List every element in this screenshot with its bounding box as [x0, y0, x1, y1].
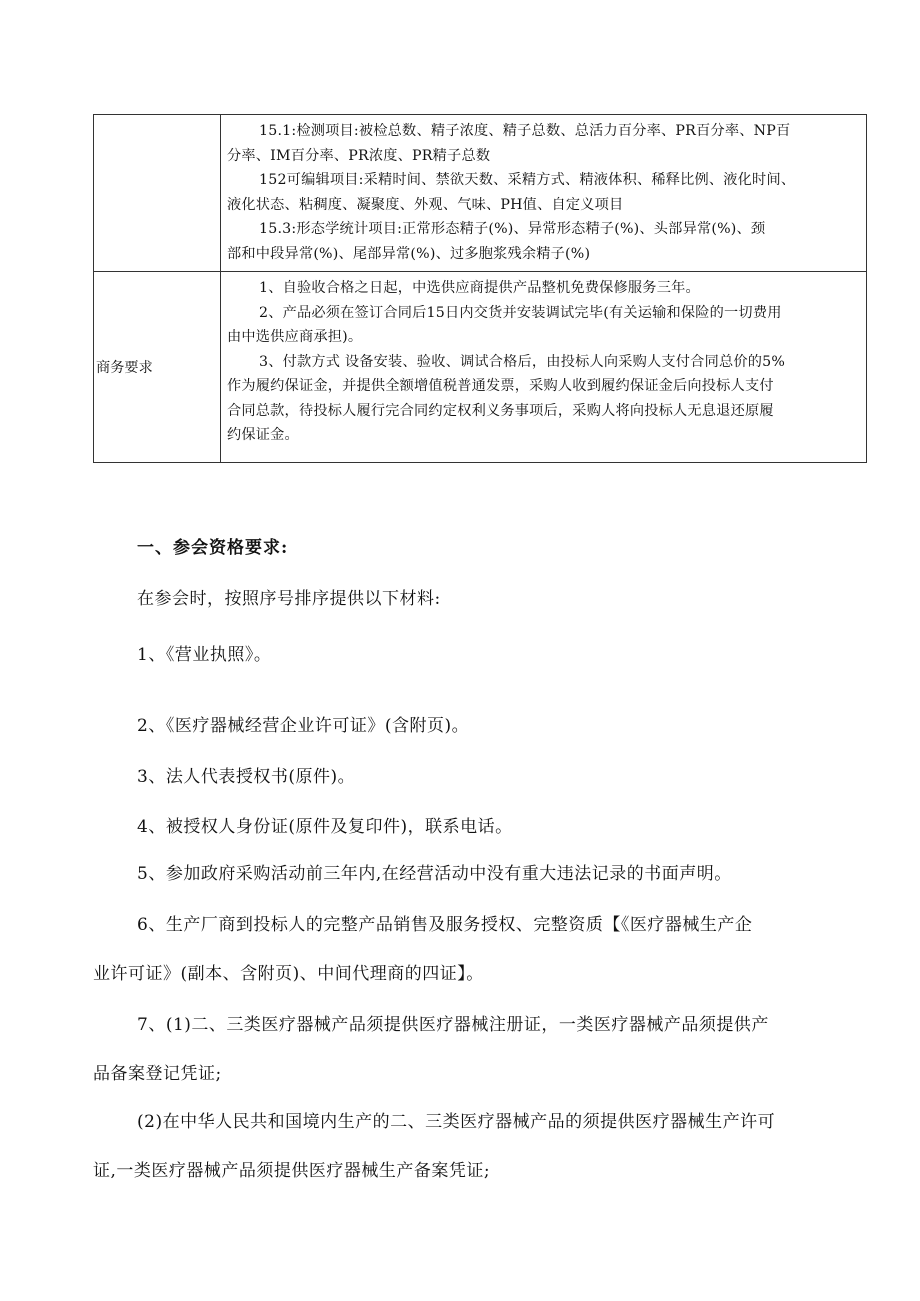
- payment-line: 3、付款方式 设备安装、验收、调试合格后，由投标人向采购人支付合同总价的5%: [259, 353, 786, 370]
- list-item: 4、被授权人身份证(原件及复印件)，联系电话。: [137, 817, 513, 837]
- payment-line: 约保证金。: [227, 427, 299, 443]
- list-item: 7、(1)二、三类医疗器械产品须提供医疗器械注册证，一类医疗器械产品须提供产: [137, 1015, 769, 1035]
- morphology-items-line: 部和中段异常(%)、尾部异常(%)、过多胞浆残余精子(%): [227, 245, 591, 262]
- morphology-items-line: 15.3:形态学统计项目:正常形态精子(%)、异常形态精子(%)、头部异常(%)、颈: [259, 221, 766, 237]
- list-item: 6、生产厂商到投标人的完整产品销售及服务授权、完整资质【《医疗器械生产企: [137, 915, 753, 935]
- list-item: 5、参加政府采购活动前三年内,在经营活动中没有重大违法记录的书面声明。: [137, 864, 732, 884]
- list-item: (2)在中华人民共和国境内生产的二、三类医疗器械产品的须提供医疗器械生产许可: [137, 1112, 776, 1132]
- requirements-table: [93, 114, 867, 463]
- list-item: 3、法人代表授权书(原件)。: [137, 767, 356, 787]
- list-item: 1、《营业执照》。: [137, 645, 272, 665]
- list-item: 2、《医疗器械经营企业许可证》(含附页)。: [137, 716, 470, 736]
- row-content-cell: [221, 115, 867, 272]
- list-item-continuation: 品备案登记凭证;: [93, 1064, 222, 1084]
- warranty-line: 1、自验收合格之日起，中选供应商提供产品整机免费保修服务三年。: [259, 280, 700, 296]
- editable-items-line: 152可编辑项目:采精时间、禁欲天数、采精方式、精液体积、稀释比例、液化时间、: [259, 172, 796, 188]
- row-content-cell: [221, 272, 867, 463]
- list-item-continuation: 证,一类医疗器械产品须提供医疗器械生产备案凭证;: [93, 1161, 491, 1181]
- list-item-continuation: 业许可证》(副本、含附页)、中间代理商的四证】。: [93, 964, 484, 984]
- section-title: 一、参会资格要求:: [137, 538, 289, 558]
- table-row: [94, 272, 867, 463]
- row-label-cell: [94, 115, 221, 272]
- payment-line: 作为履约保证金，并提供全额增值税普通发票，采购人收到履约保证金后向投标人支付: [227, 378, 774, 394]
- delivery-line: 2、产品必须在签订合同后15日内交货并安装调试完毕(有关运输和保险的一切费用: [259, 304, 782, 321]
- row-label-cell: [94, 272, 221, 463]
- payment-line: 合同总款，待投标人履行完合同约定权利义务事项后，采购人将向投标人无息退还原履: [227, 402, 774, 419]
- row-label: 商务要求: [96, 360, 153, 376]
- section-intro: 在参会时，按照序号排序提供以下材料:: [137, 589, 441, 609]
- editable-items-line: 液化状态、粘稠度、凝聚度、外观、气味、PH值、自定义项目: [227, 196, 624, 213]
- table-row: [94, 115, 867, 272]
- delivery-line: 由中选供应商承担)。: [227, 329, 363, 345]
- detection-items-line: 分率、IM百分率、PR浓度、PR精子总数: [227, 147, 491, 164]
- detection-items-line: 15.1:检测项目:被检总数、精子浓度、精子总数、总活力百分率、PR百分率、NP百: [259, 123, 791, 139]
